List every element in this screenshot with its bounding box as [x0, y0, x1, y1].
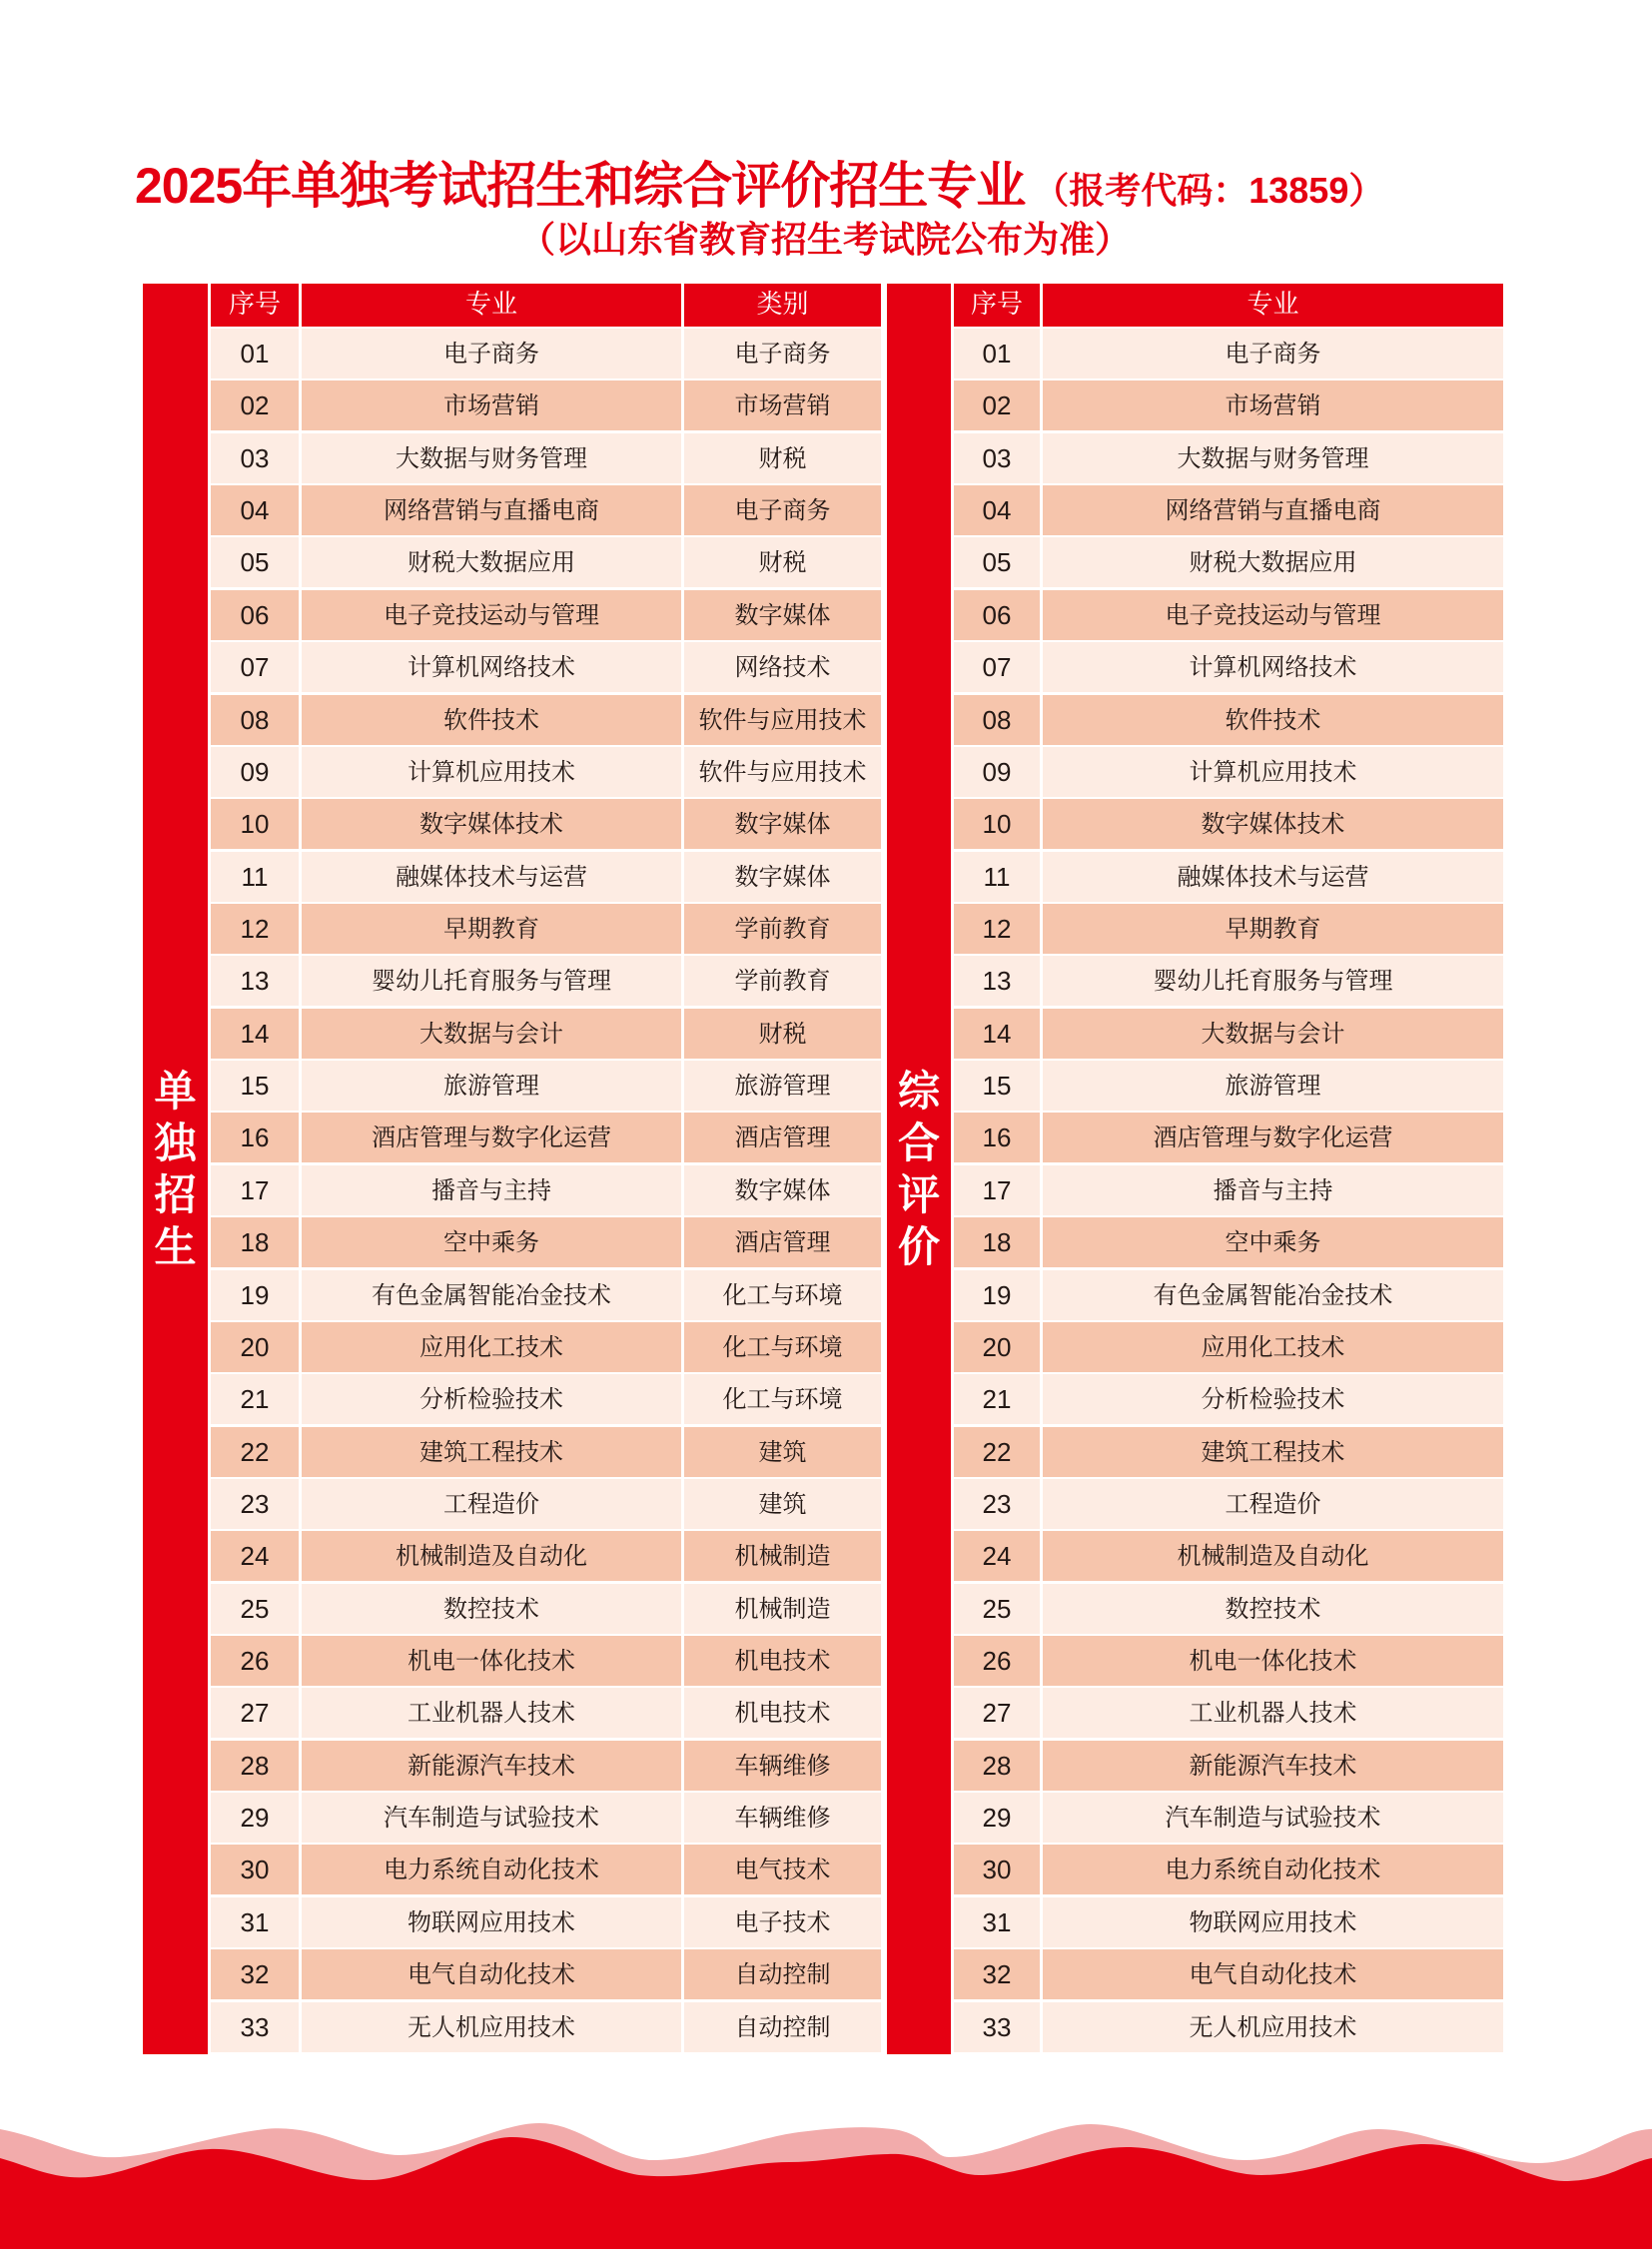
page-title: [135, 146, 1652, 218]
cell-category: 电子商务: [684, 329, 881, 378]
cell-category: 学前教育: [684, 904, 881, 954]
cell-major: 电力系统自动化技术: [1043, 1845, 1503, 1894]
header-major: 专业: [302, 284, 681, 327]
cell-major: 机电一体化技术: [1043, 1636, 1503, 1686]
cell-category: 旅游管理: [684, 1061, 881, 1111]
cell-major: 电子商务: [302, 329, 681, 378]
header-category: 类别: [684, 284, 881, 327]
cell-category: 数字媒体: [684, 799, 881, 849]
cell-seq: 29: [954, 1793, 1040, 1843]
cell-seq: 27: [954, 1688, 1040, 1738]
cell-seq: 15: [211, 1061, 299, 1111]
band-char: 独: [154, 1118, 197, 1167]
cell-major: 工程造价: [302, 1479, 681, 1529]
cell-major: 酒店管理与数字化运营: [302, 1113, 681, 1162]
band-char: 合: [897, 1118, 940, 1167]
cell-major: 数控技术: [1043, 1584, 1503, 1634]
cell-seq: 29: [211, 1793, 299, 1843]
cell-seq: 17: [954, 1165, 1040, 1215]
cell-category: 建筑: [684, 1479, 881, 1529]
cell-seq: 10: [954, 799, 1040, 849]
cell-major: 数字媒体技术: [1043, 799, 1503, 849]
title-main: 2025年单独考试招生和综合评价招生专业: [135, 158, 1026, 214]
cell-seq: 07: [954, 642, 1040, 692]
cell-seq: 28: [954, 1741, 1040, 1791]
cell-seq: 30: [211, 1845, 299, 1894]
cell-major: 软件技术: [1043, 695, 1503, 745]
page-subtitle: （以山东省教育招生考试院公布为准）: [519, 219, 1132, 260]
cell-seq: 33: [211, 2002, 299, 2052]
cell-major: 工业机器人技术: [1043, 1688, 1503, 1738]
cell-major: 融媒体技术与运营: [302, 852, 681, 902]
cell-seq: 14: [954, 1009, 1040, 1059]
cell-major: 播音与主持: [302, 1165, 681, 1215]
cell-seq: 25: [954, 1584, 1040, 1634]
cell-seq: 08: [211, 695, 299, 745]
cell-seq: 23: [954, 1479, 1040, 1529]
cell-major: 建筑工程技术: [1043, 1427, 1503, 1477]
section-band-comprehensive-eval: [887, 284, 951, 2054]
cell-seq: 13: [954, 956, 1040, 1006]
band-char: 单: [154, 1066, 197, 1116]
cell-seq: 28: [211, 1741, 299, 1791]
cell-category: 财税: [684, 1009, 881, 1059]
cell-major: 汽车制造与试验技术: [302, 1793, 681, 1843]
cell-category: 数字媒体: [684, 852, 881, 902]
cell-category: 酒店管理: [684, 1113, 881, 1162]
cell-major: 早期教育: [302, 904, 681, 954]
cell-major: 早期教育: [1043, 904, 1503, 954]
header-major: 专业: [1043, 284, 1503, 327]
cell-category: 电气技术: [684, 1845, 881, 1894]
cell-seq: 21: [954, 1374, 1040, 1424]
cell-seq: 12: [211, 904, 299, 954]
cell-category: 机电技术: [684, 1636, 881, 1686]
exam-code: （报考代码：13859）: [1033, 170, 1385, 211]
cell-seq: 13: [211, 956, 299, 1006]
cell-seq: 11: [954, 852, 1040, 902]
cell-major: 应用化工技术: [1043, 1322, 1503, 1372]
cell-category: 机械制造: [684, 1531, 881, 1581]
cell-major: 旅游管理: [1043, 1061, 1503, 1111]
cell-category: 市场营销: [684, 380, 881, 430]
cell-category: 化工与环境: [684, 1322, 881, 1372]
cell-seq: 15: [954, 1061, 1040, 1111]
cell-major: 空中乘务: [1043, 1217, 1503, 1267]
cell-category: 自动控制: [684, 2002, 881, 2052]
cell-major: 有色金属智能冶金技术: [1043, 1270, 1503, 1320]
cell-seq: 20: [954, 1322, 1040, 1372]
cell-category: 数字媒体: [684, 1165, 881, 1215]
band-char: 评: [897, 1169, 940, 1219]
cell-seq: 02: [211, 380, 299, 430]
header-seq: 序号: [954, 284, 1040, 327]
cell-seq: 22: [211, 1427, 299, 1477]
cell-seq: 09: [954, 747, 1040, 797]
cell-seq: 20: [211, 1322, 299, 1372]
cell-major: 市场营销: [302, 380, 681, 430]
cell-category: 数字媒体: [684, 590, 881, 640]
cell-major: 计算机应用技术: [302, 747, 681, 797]
cell-major: 应用化工技术: [302, 1322, 681, 1372]
cell-major: 汽车制造与试验技术: [1043, 1793, 1503, 1843]
cell-category: 电子技术: [684, 1897, 881, 1947]
cell-category: 机械制造: [684, 1584, 881, 1634]
band-char: 综: [897, 1066, 940, 1116]
cell-seq: 33: [954, 2002, 1040, 2052]
cell-major: 大数据与会计: [1043, 1009, 1503, 1059]
cell-major: 婴幼儿托育服务与管理: [1043, 956, 1503, 1006]
cell-major: 网络营销与直播电商: [1043, 485, 1503, 535]
cell-seq: 14: [211, 1009, 299, 1059]
cell-major: 机械制造及自动化: [1043, 1531, 1503, 1581]
cell-category: 软件与应用技术: [684, 747, 881, 797]
cell-major: 分析检验技术: [1043, 1374, 1503, 1424]
cell-major: 市场营销: [1043, 380, 1503, 430]
band-char: 招: [154, 1169, 197, 1219]
cell-seq: 11: [211, 852, 299, 902]
cell-seq: 23: [211, 1479, 299, 1529]
cell-seq: 03: [211, 433, 299, 483]
cell-seq: 01: [954, 329, 1040, 378]
cell-major: 大数据与会计: [302, 1009, 681, 1059]
cell-seq: 06: [954, 590, 1040, 640]
cell-category: 电子商务: [684, 485, 881, 535]
cell-major: 财税大数据应用: [302, 537, 681, 587]
cell-major: 建筑工程技术: [302, 1427, 681, 1477]
cell-seq: 05: [954, 537, 1040, 587]
cell-seq: 18: [211, 1217, 299, 1267]
cell-major: 工业机器人技术: [302, 1688, 681, 1738]
cell-seq: 04: [211, 485, 299, 535]
cell-seq: 26: [211, 1636, 299, 1686]
cell-major: 物联网应用技术: [302, 1897, 681, 1947]
cell-major: 有色金属智能冶金技术: [302, 1270, 681, 1320]
cell-seq: 12: [954, 904, 1040, 954]
cell-major: 酒店管理与数字化运营: [1043, 1113, 1503, 1162]
cell-major: 机电一体化技术: [302, 1636, 681, 1686]
cell-seq: 05: [211, 537, 299, 587]
cell-major: 电气自动化技术: [302, 1949, 681, 1999]
cell-major: 计算机网络技术: [302, 642, 681, 692]
cell-major: 无人机应用技术: [302, 2002, 681, 2052]
header-seq: 序号: [211, 284, 299, 327]
cell-seq: 24: [211, 1531, 299, 1581]
cell-category: 车辆维修: [684, 1741, 881, 1791]
cell-seq: 31: [211, 1897, 299, 1947]
cell-major: 计算机应用技术: [1043, 747, 1503, 797]
cell-major: 电子商务: [1043, 329, 1503, 378]
cell-major: 电子竞技运动与管理: [1043, 590, 1503, 640]
cell-major: 机械制造及自动化: [302, 1531, 681, 1581]
band-label-comprehensive-eval: [887, 1066, 951, 1273]
cell-major: 婴幼儿托育服务与管理: [302, 956, 681, 1006]
cell-category: 建筑: [684, 1427, 881, 1477]
cell-major: 工程造价: [1043, 1479, 1503, 1529]
cell-seq: 24: [954, 1531, 1040, 1581]
cell-category: 车辆维修: [684, 1793, 881, 1843]
cell-major: 大数据与财务管理: [1043, 433, 1503, 483]
cell-seq: 02: [954, 380, 1040, 430]
cell-major: 分析检验技术: [302, 1374, 681, 1424]
cell-seq: 27: [211, 1688, 299, 1738]
cell-seq: 18: [954, 1217, 1040, 1267]
cell-seq: 16: [211, 1113, 299, 1162]
cell-major: 新能源汽车技术: [302, 1741, 681, 1791]
cell-seq: 09: [211, 747, 299, 797]
cell-seq: 19: [211, 1270, 299, 1320]
cell-seq: 25: [211, 1584, 299, 1634]
cell-seq: 31: [954, 1897, 1040, 1947]
cell-major: 软件技术: [302, 695, 681, 745]
cell-category: 软件与应用技术: [684, 695, 881, 745]
cell-major: 电气自动化技术: [1043, 1949, 1503, 1999]
cell-major: 大数据与财务管理: [302, 433, 681, 483]
cell-category: 机电技术: [684, 1688, 881, 1738]
cell-seq: 21: [211, 1374, 299, 1424]
cell-major: 网络营销与直播电商: [302, 485, 681, 535]
cell-seq: 01: [211, 329, 299, 378]
cell-major: 计算机网络技术: [1043, 642, 1503, 692]
decorative-wave: [0, 2097, 1652, 2249]
cell-major: 财税大数据应用: [1043, 537, 1503, 587]
cell-category: 化工与环境: [684, 1270, 881, 1320]
cell-seq: 10: [211, 799, 299, 849]
cell-major: 无人机应用技术: [1043, 2002, 1503, 2052]
cell-major: 旅游管理: [302, 1061, 681, 1111]
cell-seq: 03: [954, 433, 1040, 483]
cell-seq: 26: [954, 1636, 1040, 1686]
band-label-single-exam: [143, 1066, 208, 1273]
cell-major: 物联网应用技术: [1043, 1897, 1503, 1947]
cell-seq: 08: [954, 695, 1040, 745]
cell-major: 电子竞技运动与管理: [302, 590, 681, 640]
cell-category: 财税: [684, 537, 881, 587]
cell-major: 播音与主持: [1043, 1165, 1503, 1215]
cell-category: 自动控制: [684, 1949, 881, 1999]
cell-category: 化工与环境: [684, 1374, 881, 1424]
cell-seq: 16: [954, 1113, 1040, 1162]
band-char: 生: [154, 1221, 197, 1271]
cell-seq: 04: [954, 485, 1040, 535]
cell-seq: 32: [211, 1949, 299, 1999]
cell-category: 学前教育: [684, 956, 881, 1006]
cell-major: 数字媒体技术: [302, 799, 681, 849]
cell-seq: 32: [954, 1949, 1040, 1999]
cell-seq: 17: [211, 1165, 299, 1215]
cell-seq: 22: [954, 1427, 1040, 1477]
cell-category: 酒店管理: [684, 1217, 881, 1267]
cell-category: 网络技术: [684, 642, 881, 692]
band-char: 价: [897, 1221, 940, 1271]
cell-seq: 30: [954, 1845, 1040, 1894]
cell-major: 融媒体技术与运营: [1043, 852, 1503, 902]
cell-seq: 07: [211, 642, 299, 692]
cell-seq: 19: [954, 1270, 1040, 1320]
cell-major: 新能源汽车技术: [1043, 1741, 1503, 1791]
section-band-single-exam: [143, 284, 208, 2054]
cell-category: 财税: [684, 433, 881, 483]
cell-seq: 06: [211, 590, 299, 640]
cell-major: 数控技术: [302, 1584, 681, 1634]
cell-major: 电力系统自动化技术: [302, 1845, 681, 1894]
cell-major: 空中乘务: [302, 1217, 681, 1267]
